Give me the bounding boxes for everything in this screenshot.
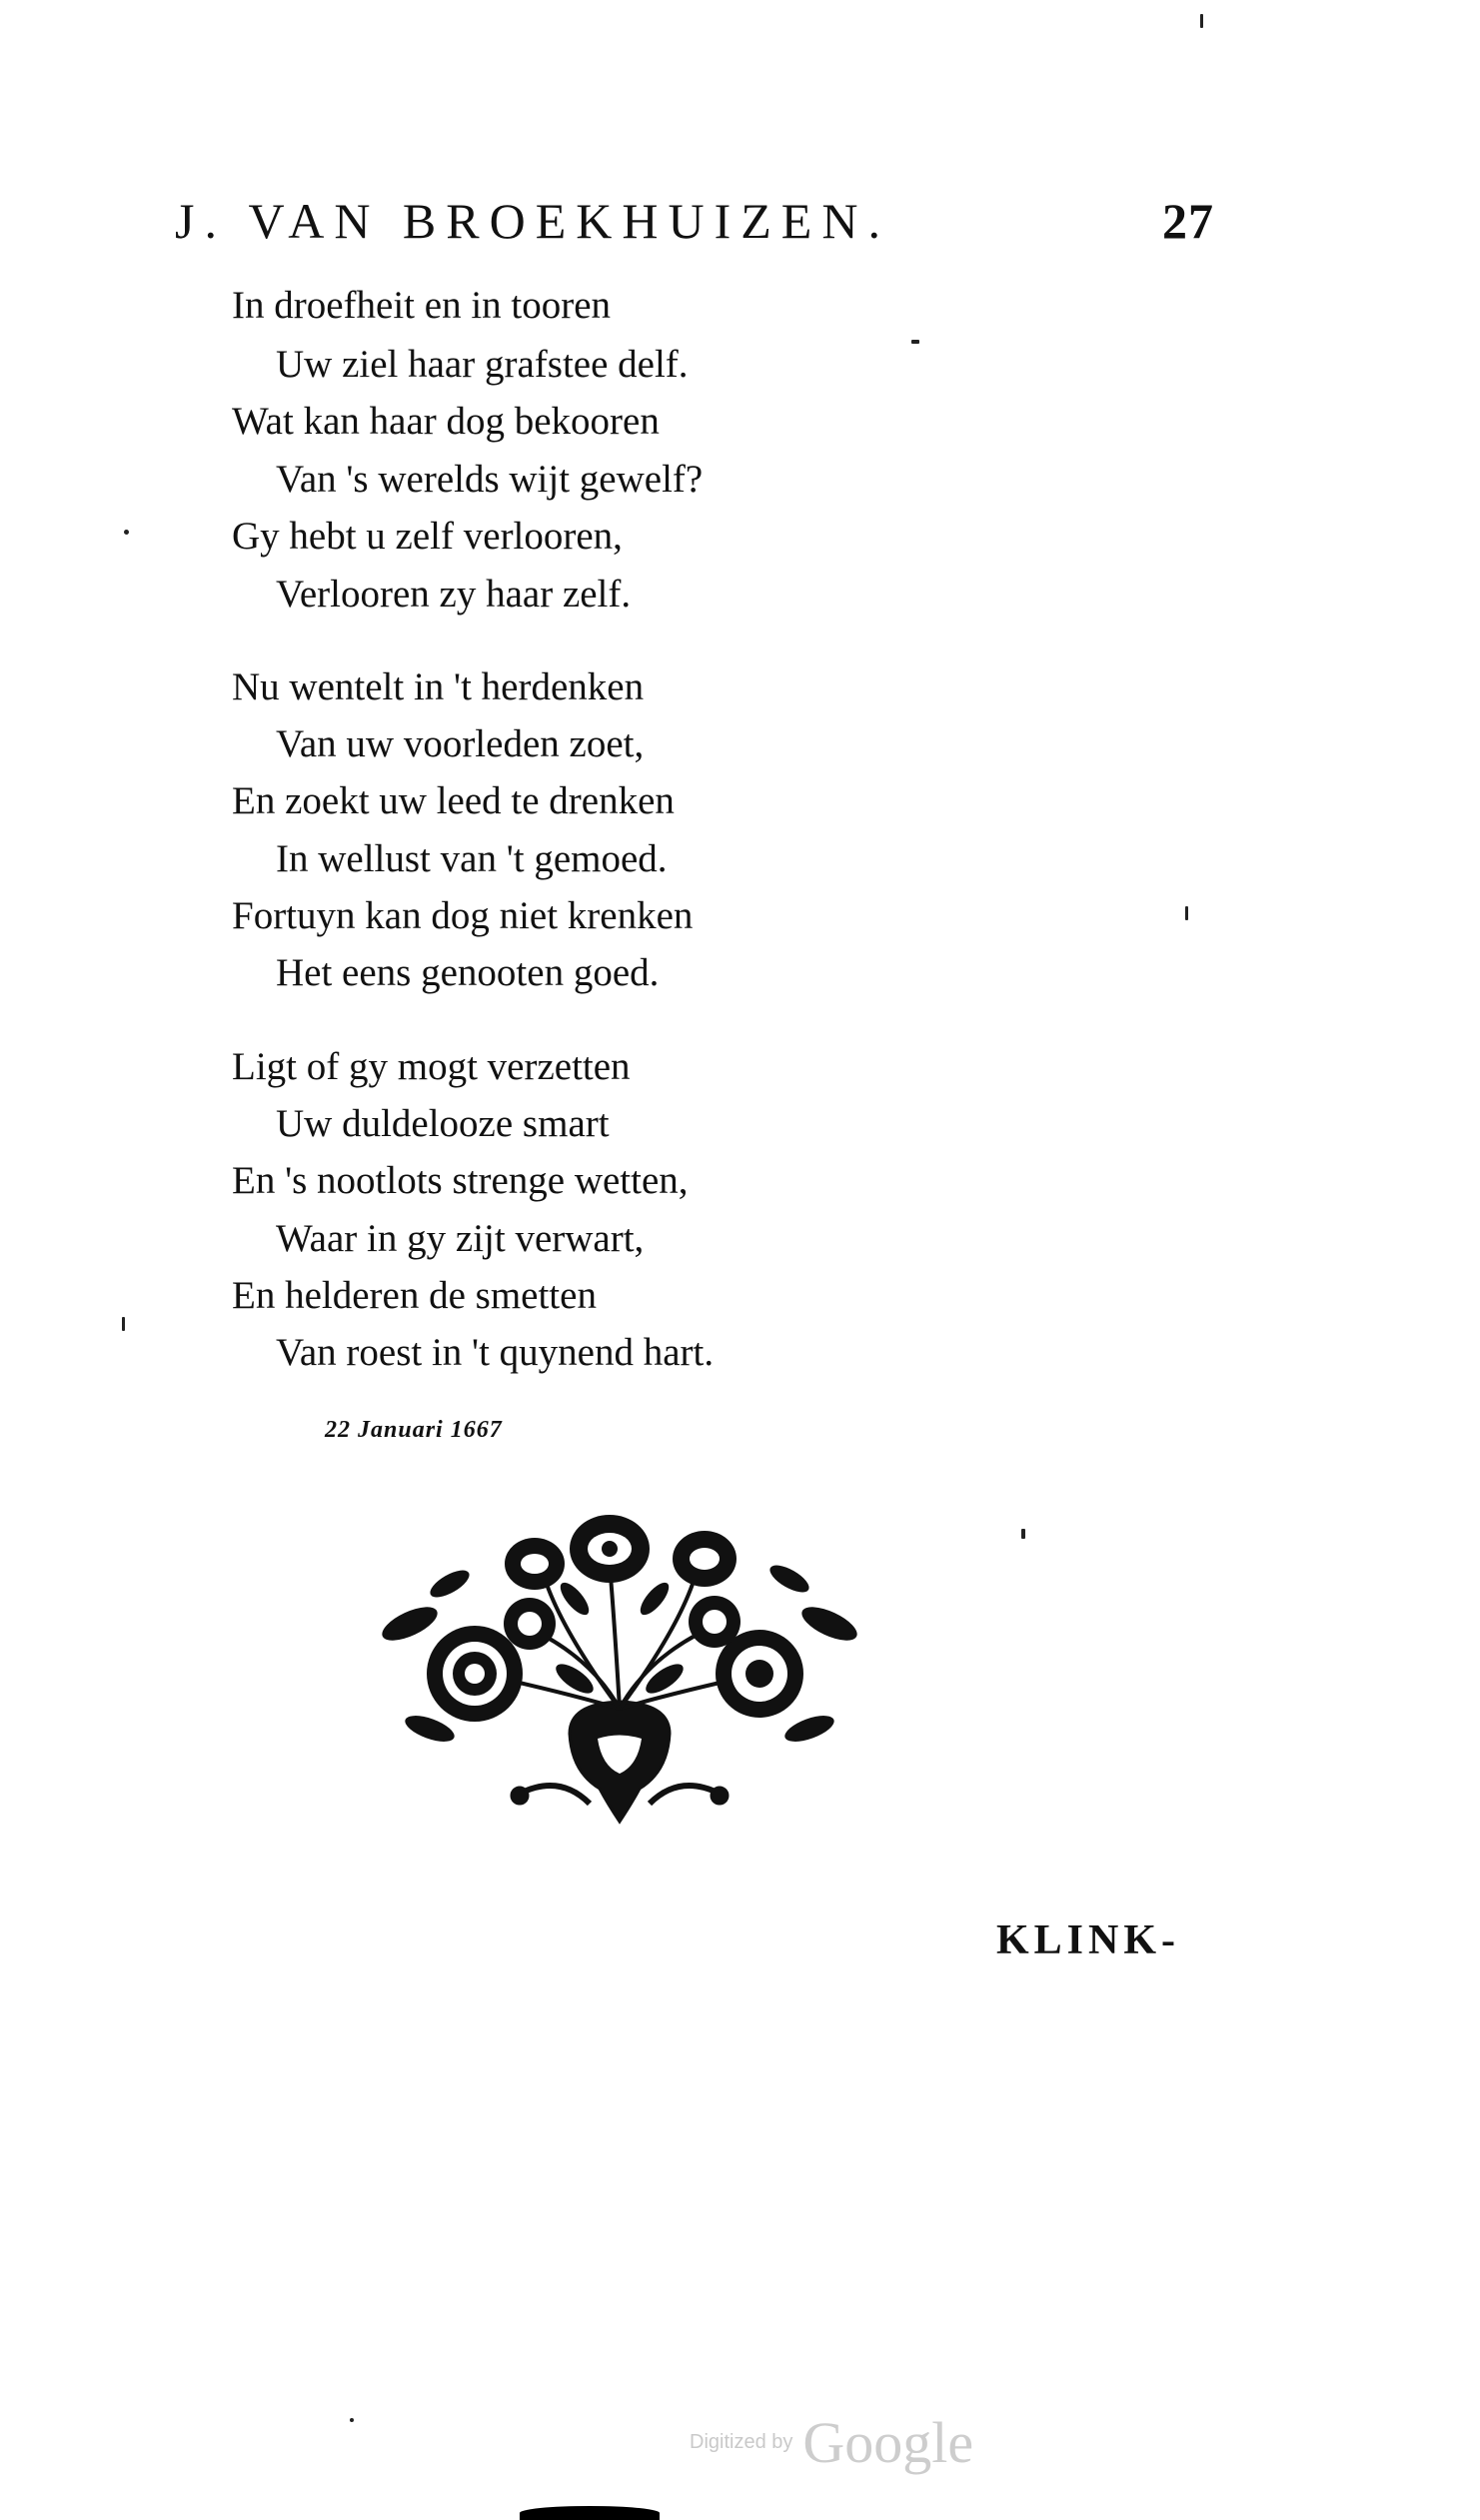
poem-line: Van 's werelds wijt gewelf?	[276, 458, 704, 501]
poem-line: Wat kan haar dog bekooren	[232, 400, 660, 443]
poem-line: Ligt of gy mogt verzetten	[232, 1045, 631, 1088]
scan-speck	[911, 340, 919, 344]
poem-line: Uw duldelooze smart	[276, 1102, 610, 1145]
google-logo-text: Google	[802, 2410, 974, 2475]
poem-line: Uw ziel haar grafstee delf.	[276, 343, 689, 386]
poem-line: Van uw voorleden zoet,	[276, 722, 645, 765]
poem-line: Waar in gy zijt verwart,	[276, 1217, 645, 1260]
scan-speck	[122, 1317, 125, 1331]
poem-line: In wellust van 't gemoed.	[276, 837, 668, 880]
scan-speck	[124, 530, 129, 535]
floral-vase-ornament	[370, 1504, 869, 1834]
poem-line: Nu wentelt in 't herdenken	[232, 665, 645, 708]
poem-line: Gy hebt u zelf verlooren,	[232, 515, 623, 558]
poem-line: Verlooren zy haar zelf.	[276, 573, 632, 616]
poem-line: Het eens genooten goed.	[276, 951, 660, 994]
catchword: KLINK-	[996, 1917, 1181, 1963]
digitized-watermark	[690, 2409, 1009, 2479]
poem-line: En helderen de smetten	[232, 1274, 597, 1317]
scan-speck	[350, 2418, 354, 2422]
scan-speck	[1021, 1529, 1025, 1539]
poem	[232, 0, 931, 2518]
poem-line: En 's nootlots strenge wetten,	[232, 1159, 689, 1202]
poem-line: In droefheit en in tooren	[232, 284, 612, 327]
poem-line: En zoekt uw leed te drenken	[232, 779, 675, 822]
watermark-prefix: Digitized by	[690, 2431, 793, 2453]
scan-speck	[1185, 906, 1188, 920]
page-number: 27	[1162, 193, 1214, 249]
poem-line: Van roest in 't quynend hart.	[276, 1331, 715, 1374]
poem-line: Fortuyn kan dog niet krenken	[232, 894, 694, 937]
scan-speck	[1200, 14, 1203, 28]
running-head-title: J. VAN BROEKHUIZEN.	[175, 193, 890, 249]
poem-date: 22 Januari 1667	[325, 1417, 503, 1443]
